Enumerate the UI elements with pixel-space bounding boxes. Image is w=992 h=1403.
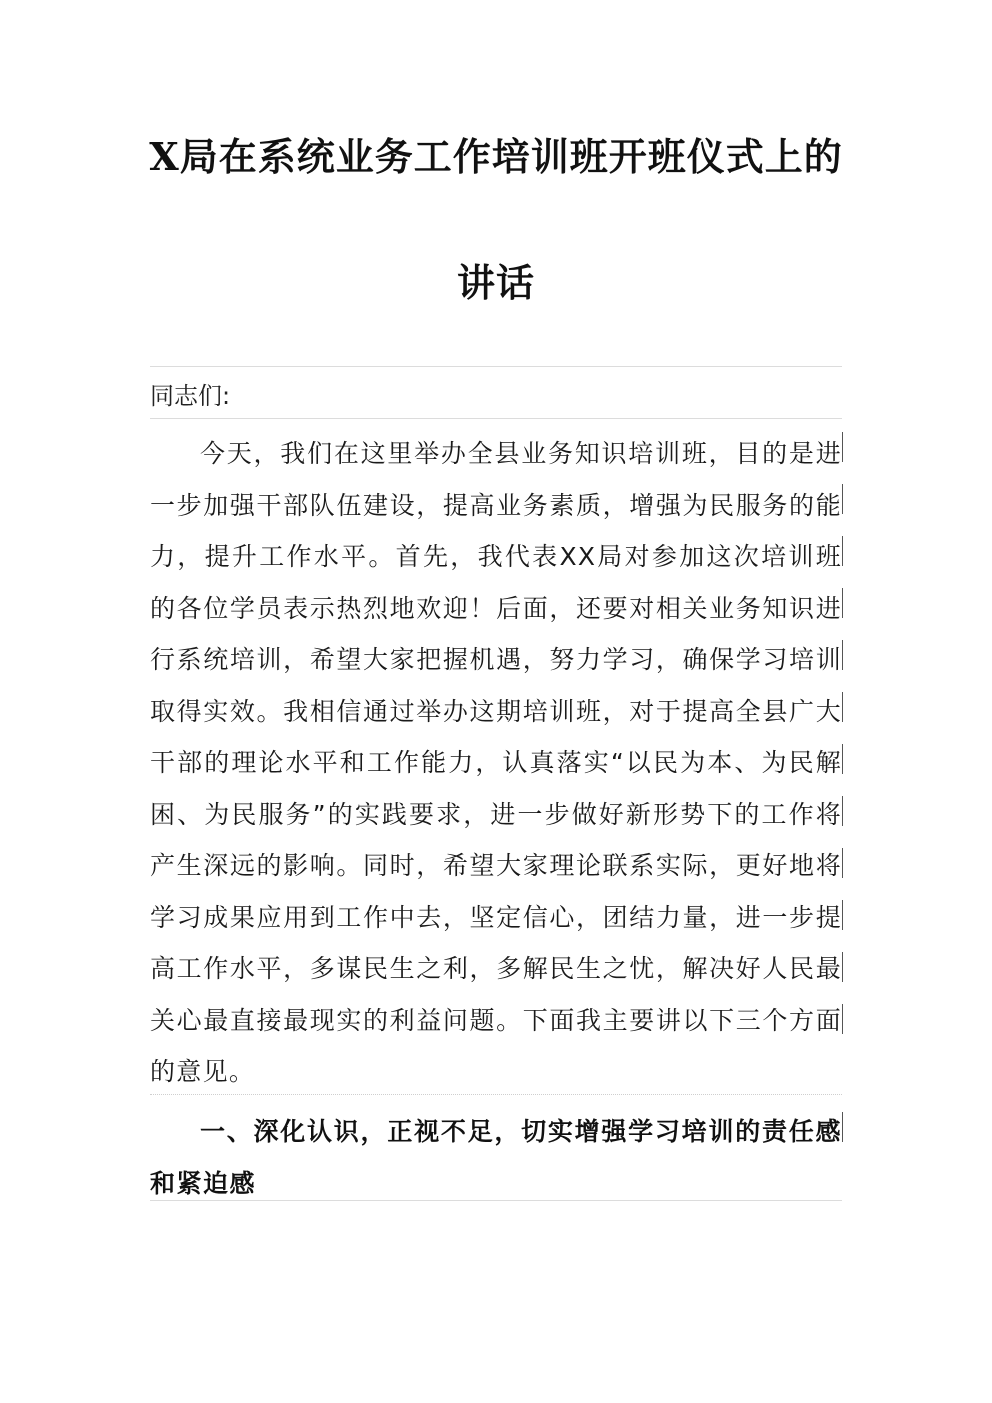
line-end-mark — [842, 796, 843, 826]
section-heading: 一、深化认识，正视不足，切实增强学习培训的责任感和紧迫感 — [150, 1117, 842, 1198]
document-title-line-2: 讲话 — [456, 260, 535, 305]
line-end-mark — [842, 640, 843, 670]
line-end-mark — [842, 952, 843, 982]
document-title-line-1: X局在系统业务工作培训班开班仪式上的 — [149, 134, 843, 179]
line-end-mark — [842, 900, 843, 930]
line-end-mark — [842, 744, 843, 774]
line-end-mark — [842, 588, 843, 618]
line-end-mark — [842, 848, 843, 878]
section-divider-greeting — [150, 418, 842, 419]
line-end-mark — [842, 1112, 843, 1142]
section-divider-top — [150, 366, 842, 367]
line-end-mark — [842, 692, 843, 722]
line-end-mark — [842, 1004, 843, 1034]
greeting: 同志们: — [150, 382, 231, 410]
line-end-mark — [842, 484, 843, 514]
line-end-mark — [842, 536, 843, 566]
line-end-mark — [842, 432, 843, 462]
body-paragraph: 今天，我们在这里举办全县业务知识培训班，目的是进一步加强干部队伍建设，提高业务素质，增强为民服务的能力，提升工作水平。首先，我代表XX局对参加这次培训班的各位学员表示热烈地欢迎！后面，还要对相关业务知识进行系统培训，希望大家把握机遇，努力学习，确保学习培训取得实效。我相信通过举办这期培训班，对于提高全县广大干部的理论水平和工作能力，认真落实“以民为本、为民解困、为民服务”的实践要求，进一步做好新形势下的工作将产生深远的影响。同时，希望大家理论联系实际，更好地将学习成果应用到工作中去，坚定信心，团结力量，进一步提高工作水平，多谋民生之利，多解民生之忧，解决好人民最关心最直接最现实的利益问题。下面我主要讲以下三个方面的意见。 — [150, 439, 842, 1086]
section-divider-bottom — [150, 1200, 842, 1201]
paragraph-divider — [150, 1094, 842, 1095]
